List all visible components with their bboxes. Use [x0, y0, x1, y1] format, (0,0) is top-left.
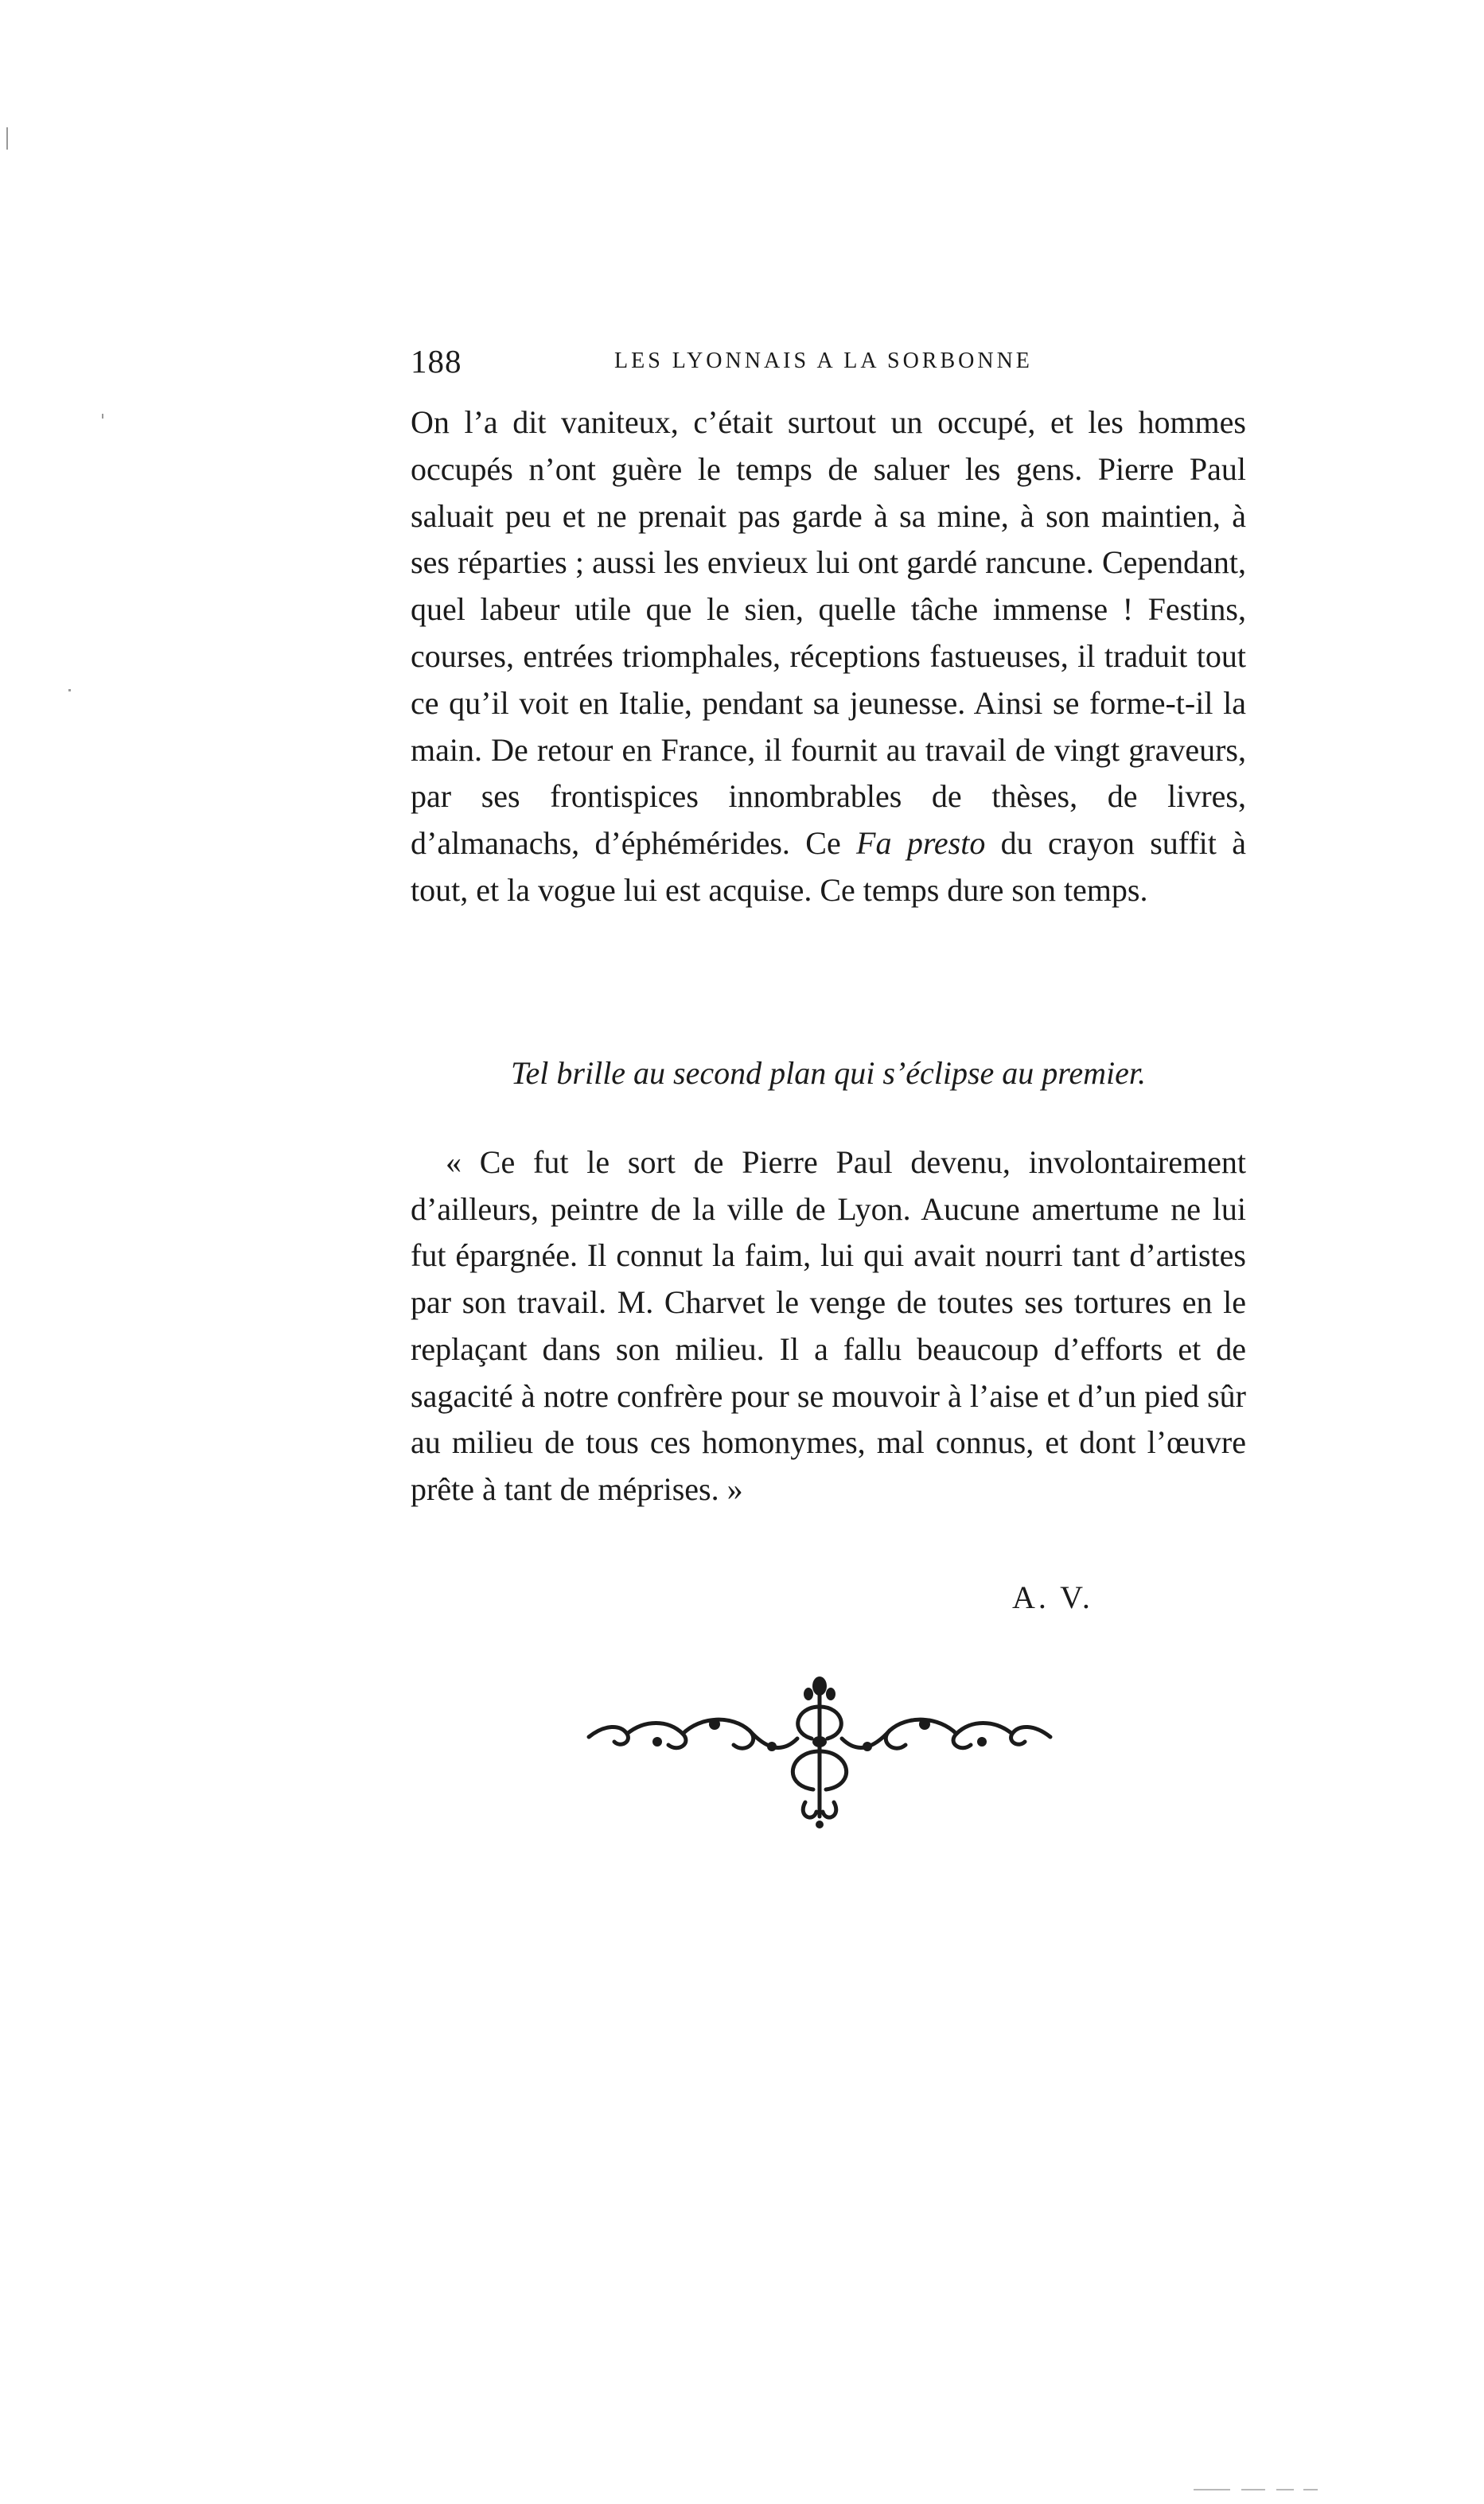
margin-mark	[68, 689, 71, 691]
page-header	[411, 342, 1286, 390]
bottom-rule	[1194, 2489, 1230, 2490]
margin-mark	[102, 414, 103, 419]
epigraph: Tel brille au second plan qui s’éclipse au premier.	[510, 1055, 1147, 1091]
italic-phrase: Fa presto	[856, 825, 986, 862]
paragraph-text-end: du crayon suffit à tout, et la vogue lui est acquise. Ce temps dure son temps.	[411, 825, 1247, 908]
paragraph	[411, 399, 1246, 914]
running-title: LES LYONNAIS A LA SORBONNE	[614, 349, 1033, 373]
author-signature: A. V.	[1012, 1579, 1093, 1615]
paragraph-text: On l’a dit vaniteux, c’était surtout un occupé, et les hommes occupés n’ont guère le temps de saluer les gens. Pierre Paul saluait peu et ne prenait pas garde à sa mine, à son maintien, à ses réparties ; aussi les envieux lui ont gardé rancune. Cependant, quel labeur utile que le sien, quelle tâche immense ! Festins, courses, entrées triomphales, réceptions fastueuses, il traduit tout ce qu’il voit en Italie, pendant sa jeunesse. Ainsi se forme-t-il la main. De retour en France, il fournit au travail de vingt graveurs, par ses frontispices innombrables de thèses, de livres, d’almanachs, d’éphémérides. Ce	[411, 404, 1246, 862]
quote-paragraph: « Ce fut le sort de Pierre Paul devenu, involontairement d’ailleurs, peintre de la ville de Lyon. Aucune amertume ne lui fut épargnée. Il connut la faim, lui qui avait nourri tant d’artistes par son travail. M. Charvet le venge de toutes ses tortures en le replaçant dans son milieu. Il a fallu beaucoup d’efforts et de sagacité à notre confrère pour se mouvoir à l’aise et d’un pied sûr au milieu de tous ces homonymes, mal connus, et dont l’œuvre prête à tant de méprises. »	[411, 1144, 1246, 1507]
bottom-rule	[1303, 2489, 1318, 2490]
main-text	[411, 399, 1246, 914]
bottom-rule	[1276, 2489, 1294, 2490]
bottom-rule	[1241, 2489, 1265, 2490]
page-number: 188	[411, 343, 462, 380]
floral-scroll-ornament-icon	[581, 1675, 1058, 1834]
margin-mark	[6, 127, 8, 150]
